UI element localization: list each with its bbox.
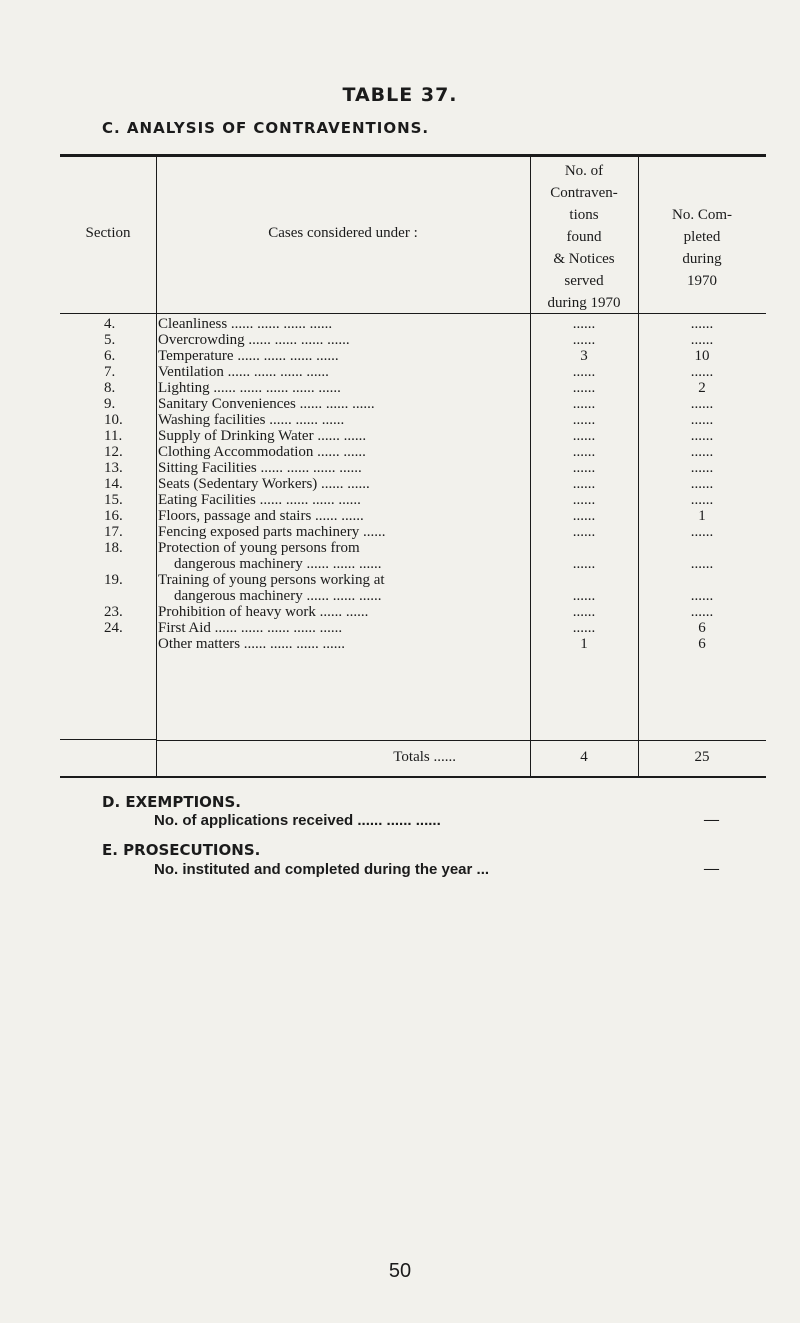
row-section: 8. bbox=[104, 380, 116, 396]
row-description bbox=[158, 428, 528, 444]
row-description bbox=[158, 460, 528, 476]
row-description bbox=[158, 476, 528, 492]
row-section: 16. bbox=[104, 508, 123, 524]
row-completed: ...... bbox=[690, 492, 714, 508]
row-description bbox=[158, 380, 528, 396]
row-completed: ...... bbox=[690, 428, 714, 444]
row-description-line: Prohibition of heavy work ...... ...... bbox=[158, 604, 369, 620]
header-line: during bbox=[682, 251, 722, 267]
row-completed: ...... bbox=[690, 556, 714, 572]
header-line: during 1970 bbox=[547, 295, 621, 311]
row-contraventions-found: ...... bbox=[572, 444, 596, 460]
table-row bbox=[0, 636, 800, 652]
row-description-line: Lighting ...... ...... ...... ...... ...... bbox=[158, 380, 341, 396]
row-description bbox=[158, 492, 528, 508]
row-description-line: dangerous machinery ...... ...... ...... bbox=[174, 588, 382, 604]
row-description-line: First Aid ...... ...... ...... ...... ...... bbox=[158, 620, 343, 636]
row-completed: ...... bbox=[690, 588, 714, 604]
header-contraventions-found bbox=[530, 160, 638, 314]
section-e-heading: E. PROSECUTIONS. bbox=[102, 841, 261, 859]
table-title: TABLE 37. bbox=[342, 84, 458, 106]
table-top-rule bbox=[60, 154, 766, 157]
row-completed: 1 bbox=[698, 508, 706, 524]
row-description bbox=[158, 444, 528, 460]
table-row bbox=[0, 540, 800, 572]
row-contraventions-found: ...... bbox=[572, 588, 596, 604]
header-line: No. of bbox=[564, 163, 604, 179]
row-section: 14. bbox=[104, 476, 123, 492]
table-bottom-rule bbox=[60, 776, 766, 778]
totals-left-rule bbox=[60, 739, 156, 740]
row-description bbox=[158, 316, 528, 332]
row-description bbox=[158, 604, 528, 620]
row-section: 23. bbox=[104, 604, 123, 620]
row-description bbox=[158, 364, 528, 380]
page-number: 50 bbox=[388, 1260, 412, 1282]
row-completed: 10 bbox=[694, 348, 710, 364]
header-line: served bbox=[564, 273, 604, 289]
table-row bbox=[0, 524, 800, 540]
table-row bbox=[0, 572, 800, 604]
row-completed: ...... bbox=[690, 476, 714, 492]
row-section: 6. bbox=[104, 348, 116, 364]
row-contraventions-found: ...... bbox=[572, 492, 596, 508]
row-section: 18. bbox=[104, 540, 123, 556]
header-line: No. Com- bbox=[672, 207, 732, 223]
section-d-line: No. of applications received ...... ...... ...... bbox=[154, 812, 441, 829]
row-description bbox=[158, 396, 528, 412]
row-contraventions-found: 1 bbox=[580, 636, 588, 652]
header-line: found bbox=[566, 229, 602, 245]
row-completed: 6 bbox=[698, 620, 706, 636]
row-description-line: dangerous machinery ...... ...... ...... bbox=[174, 556, 382, 572]
row-description-line: Seats (Sedentary Workers) ...... ...... bbox=[158, 476, 370, 492]
row-contraventions-found: ...... bbox=[572, 396, 596, 412]
section-d-heading: D. EXEMPTIONS. bbox=[102, 793, 241, 811]
row-completed: ...... bbox=[690, 332, 714, 348]
table-row bbox=[0, 316, 800, 332]
row-section: 9. bbox=[104, 396, 116, 412]
header-bottom-rule bbox=[60, 313, 766, 314]
row-contraventions-found: 3 bbox=[580, 348, 588, 364]
row-contraventions-found: ...... bbox=[572, 412, 596, 428]
row-description-line: Other matters ...... ...... ...... ...... bbox=[158, 636, 346, 652]
row-completed: ...... bbox=[690, 316, 714, 332]
header-line: pleted bbox=[683, 229, 721, 245]
table-row bbox=[0, 332, 800, 348]
row-description-line: Washing facilities ...... ...... ...... bbox=[158, 412, 345, 428]
table-row bbox=[0, 412, 800, 428]
row-section: 11. bbox=[104, 428, 123, 444]
header-section: Section bbox=[85, 225, 131, 241]
row-section: 17. bbox=[104, 524, 123, 540]
row-contraventions-found: ...... bbox=[572, 460, 596, 476]
row-completed: 6 bbox=[698, 636, 706, 652]
row-description bbox=[158, 508, 528, 524]
table-row bbox=[0, 396, 800, 412]
row-description bbox=[158, 572, 528, 604]
totals-found: 4 bbox=[580, 749, 588, 765]
row-description bbox=[158, 540, 528, 572]
row-contraventions-found: ...... bbox=[572, 508, 596, 524]
table-row bbox=[0, 604, 800, 620]
row-section: 15. bbox=[104, 492, 123, 508]
header-line: tions bbox=[569, 207, 599, 223]
header-line: Contraven- bbox=[550, 185, 618, 201]
row-description-line: Ventilation ...... ...... ...... ...... bbox=[158, 364, 329, 380]
row-description-line: Protection of young persons from bbox=[158, 540, 360, 556]
row-section: 24. bbox=[104, 620, 123, 636]
row-description bbox=[158, 348, 528, 364]
table-row bbox=[0, 348, 800, 364]
row-contraventions-found: ...... bbox=[572, 476, 596, 492]
row-description-line: Training of young persons working at bbox=[158, 572, 385, 588]
row-contraventions-found: ...... bbox=[572, 556, 596, 572]
row-description-line: Sitting Facilities ...... ...... ...... ...... bbox=[158, 460, 362, 476]
totals-top-rule bbox=[156, 740, 766, 741]
table-row bbox=[0, 364, 800, 380]
row-description-line: Temperature ...... ...... ...... ...... bbox=[158, 348, 339, 364]
row-description bbox=[158, 332, 528, 348]
row-description-line: Cleanliness ...... ...... ...... ...... bbox=[158, 316, 333, 332]
row-completed: 2 bbox=[698, 380, 706, 396]
table-row bbox=[0, 492, 800, 508]
row-section: 13. bbox=[104, 460, 123, 476]
row-contraventions-found: ...... bbox=[572, 380, 596, 396]
totals-completed: 25 bbox=[694, 749, 710, 765]
row-description-line: Eating Facilities ...... ...... ...... ...... bbox=[158, 492, 361, 508]
row-description-line: Supply of Drinking Water ...... ...... bbox=[158, 428, 367, 444]
row-completed: ...... bbox=[690, 460, 714, 476]
row-completed: ...... bbox=[690, 412, 714, 428]
row-completed: ...... bbox=[690, 444, 714, 460]
section-d-value: — bbox=[704, 812, 719, 828]
row-description bbox=[158, 412, 528, 428]
table-row bbox=[0, 620, 800, 636]
table-row bbox=[0, 380, 800, 396]
table-row bbox=[0, 508, 800, 524]
section-e-value: — bbox=[704, 861, 719, 877]
row-description bbox=[158, 620, 528, 636]
row-description-line: Overcrowding ...... ...... ...... ...... bbox=[158, 332, 350, 348]
table-row bbox=[0, 476, 800, 492]
row-section: 10. bbox=[104, 412, 123, 428]
row-section: 12. bbox=[104, 444, 123, 460]
header-completed bbox=[638, 204, 766, 292]
row-contraventions-found: ...... bbox=[572, 428, 596, 444]
row-completed: ...... bbox=[690, 396, 714, 412]
row-contraventions-found: ...... bbox=[572, 604, 596, 620]
row-description-line: Sanitary Conveniences ...... ...... ...... bbox=[158, 396, 375, 412]
row-description bbox=[158, 524, 528, 540]
totals-label: Totals ...... bbox=[393, 749, 456, 765]
row-completed: ...... bbox=[690, 524, 714, 540]
totals-row bbox=[0, 749, 800, 765]
row-section: 4. bbox=[104, 316, 116, 332]
row-contraventions-found: ...... bbox=[572, 316, 596, 332]
header-line: 1970 bbox=[687, 273, 717, 289]
row-description-line: Fencing exposed parts machinery ...... bbox=[158, 524, 386, 540]
section-e-line: No. instituted and completed during the year ... bbox=[154, 861, 490, 878]
row-description-line: Floors, passage and stairs ...... ...... bbox=[158, 508, 364, 524]
row-completed: ...... bbox=[690, 604, 714, 620]
table-row bbox=[0, 428, 800, 444]
section-c-heading: C. ANALYSIS OF CONTRAVENTIONS. bbox=[102, 119, 430, 137]
row-section: 5. bbox=[104, 332, 116, 348]
row-contraventions-found: ...... bbox=[572, 524, 596, 540]
row-description bbox=[158, 636, 528, 652]
row-contraventions-found: ...... bbox=[572, 620, 596, 636]
row-contraventions-found: ...... bbox=[572, 364, 596, 380]
row-completed: ...... bbox=[690, 364, 714, 380]
row-contraventions-found: ...... bbox=[572, 332, 596, 348]
header-line: & Notices bbox=[553, 251, 615, 267]
table-row bbox=[0, 444, 800, 460]
row-description-line: Clothing Accommodation ...... ...... bbox=[158, 444, 366, 460]
header-cases: Cases considered under : bbox=[268, 225, 418, 241]
row-section: 19. bbox=[104, 572, 123, 588]
table-row bbox=[0, 460, 800, 476]
row-section: 7. bbox=[104, 364, 116, 380]
